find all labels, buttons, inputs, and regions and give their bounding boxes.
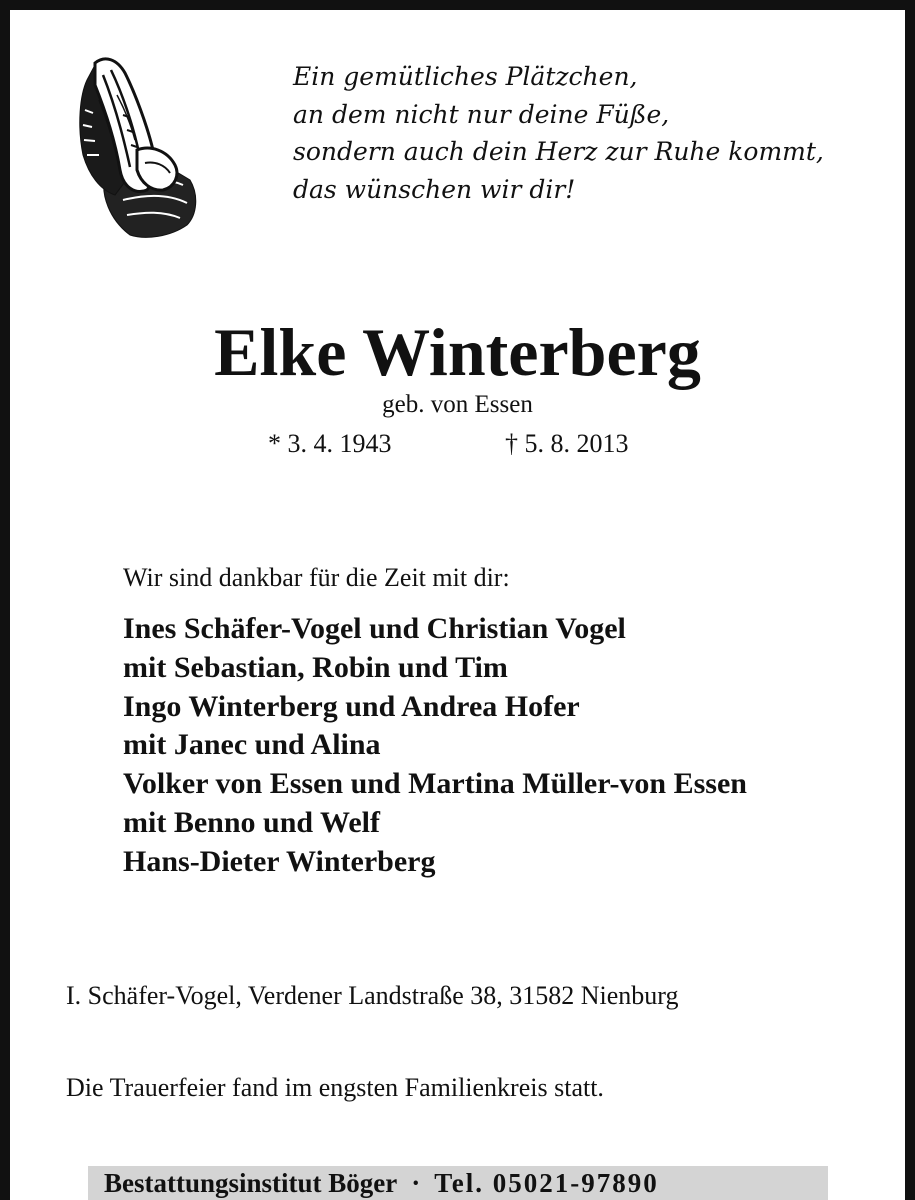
mourner-line: Volker von Essen und Martina Müller-von Essen <box>123 767 747 801</box>
deceased-name: Elke Winterberg <box>214 314 701 390</box>
footer-separator: · <box>411 1168 421 1198</box>
mourner-line: mit Benno und Welf <box>123 805 381 839</box>
mourners-list <box>123 610 747 882</box>
thanks-line: Wir sind dankbar für die Zeit mit dir: <box>123 563 510 592</box>
birth-date: * 3. 4. 1943 <box>268 429 392 458</box>
verse-line: sondern auch dein Herz zur Ruhe kommt, <box>293 137 824 166</box>
mourner-line: mit Sebastian, Robin und Tim <box>123 650 508 684</box>
verse-line: das wünschen wir dir! <box>293 174 576 204</box>
mourner-line: Ines Schäfer-Vogel und Christian Vogel <box>123 612 626 645</box>
ceremony-note: Die Trauerfeier fand im engsten Familienkreis statt. <box>66 1073 604 1102</box>
praying-hands-icon <box>75 55 200 240</box>
verse-line: Ein gemütliches Plätzchen, <box>293 62 638 91</box>
death-date: † 5. 8. 2013 <box>505 429 629 458</box>
funeral-home-phone: Tel. 05021-97890 <box>434 1168 659 1198</box>
funeral-home-name: Bestattungsinstitut Böger <box>104 1168 398 1198</box>
funeral-home-footer <box>88 1166 828 1200</box>
maiden-name: geb. von Essen <box>382 391 533 418</box>
mourner-line: Ingo Winterberg und Andrea Hofer <box>123 689 580 723</box>
contact-address: I. Schäfer-Vogel, Verdener Landstraße 38, 31582 Nienburg <box>66 981 679 1010</box>
mourner-line: mit Janec und Alina <box>123 728 381 762</box>
verse-line: an dem nicht nur deine Füße, <box>293 99 670 129</box>
mourner-line: Hans-Dieter Winterberg <box>123 844 436 878</box>
memorial-verse <box>293 58 893 208</box>
